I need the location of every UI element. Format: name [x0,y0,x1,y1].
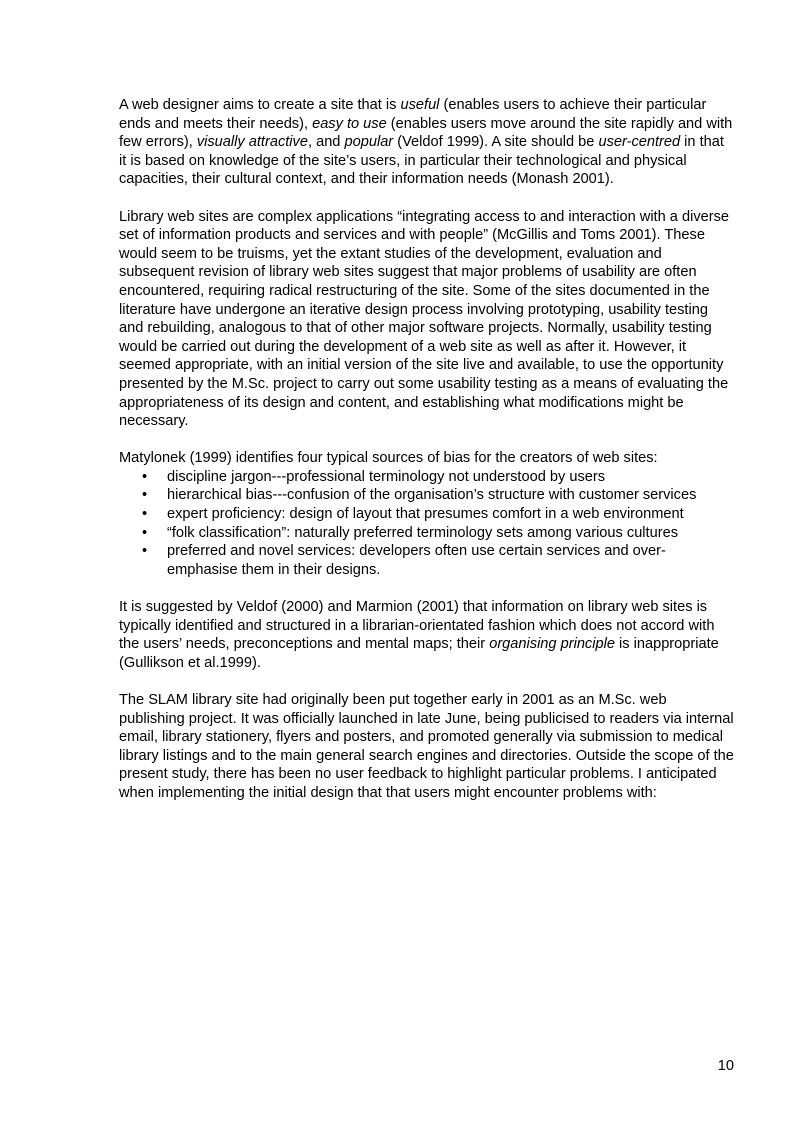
text-run: (enables users move around the site rapidly and with few errors), [119,115,733,151]
list-item: • hierarchical bias---confusion of the organisation’s structure with customer services [119,486,735,505]
emphasis-visually-attractive: visually attractive [196,134,308,151]
emphasis-easy-to-use: easy to use [312,115,387,132]
paragraph-library-web-sites: Library web sites are complex applications “integrating access to and interaction with a diverse set of information products and services and with people” (McGillis and Toms 2001). These would seem to be truisms, yet the extant studies of the development, evaluation and subsequent revision of library web sites suggest that major problems of usability are often encountered, requiring radical restructuring of the site. Some of the sites documented in the literature have undergone an iterative design process involving prototyping, usability testing and rebuilding, analogous to that of other major software projects. Normally, usability testing would be carried out during the development of a web site as well as after it. However, it seemed appropriate, with an initial version of the site live and available, to use the opportunity presented by the M.Sc. project to carry out some usability testing as a means of evaluating the appropriateness of its design and content, and establishing what modifications might be necessary. [119,208,730,430]
emphasis-organising-principle: organising principle [489,636,615,653]
list-item: • expert proficiency: design of layout that presumes comfort in a web environment [119,505,735,524]
page-number: 10 [717,1058,734,1074]
paragraph-slam-library: The SLAM library site had originally been put together early in 2001 as an M.Sc. web publishing project. It was officially launched in late June, being publicised to readers via internal email, library stationery, flyers and posters, and promoted generally via submission to medical library listings and to the main general search engines and directories. Outside the scope of the present study, there has been no user feedback to highlight particular problems. I anticipated when implementing the initial design that that users might encounter problems with: [119,692,734,801]
text-run: A web designer aims to create a site that is [119,97,401,113]
text-run: , and [307,134,345,151]
emphasis-useful: useful [400,97,440,113]
text-run: (enables users to achieve their particular ends and meets their needs), [119,97,707,132]
list-item: • discipline jargon---professional terminology not understood by users [119,468,735,487]
list-item: • preferred and novel services: developers often use certain services and over-emphasise them in their designs. [119,542,735,579]
text-run: in that it is based on knowledge of the site’s users, in particular their technological and physical capacities, their cultural context, and their information needs (Monash 2001). [119,134,724,188]
bias-list [119,468,735,580]
emphasis-popular: popular [344,134,394,151]
paragraph-matylonek: Matylonek (1999) identifies four typical sources of bias for the creators of web sites: [119,450,658,467]
paragraph-web-designer [119,96,735,189]
emphasis-user-centred: user-centred [598,134,681,151]
list-item: • “folk classification”: naturally preferred terminology sets among various cultures [119,524,735,543]
text-run: is inappropriate (Gullikson et al.1999). [119,636,719,671]
text-run: It is suggested by Veldof (2000) and Marmion (2001) that information on library web sites is typically identified and structured in a librarian-orientated fashion which does not accord with the users’ needs, preconceptions and mental maps; their [119,599,715,653]
body-text [119,96,735,821]
text-run: (Veldof 1999). A site should be [393,134,599,151]
paragraph-veldof-marmion [119,598,735,672]
